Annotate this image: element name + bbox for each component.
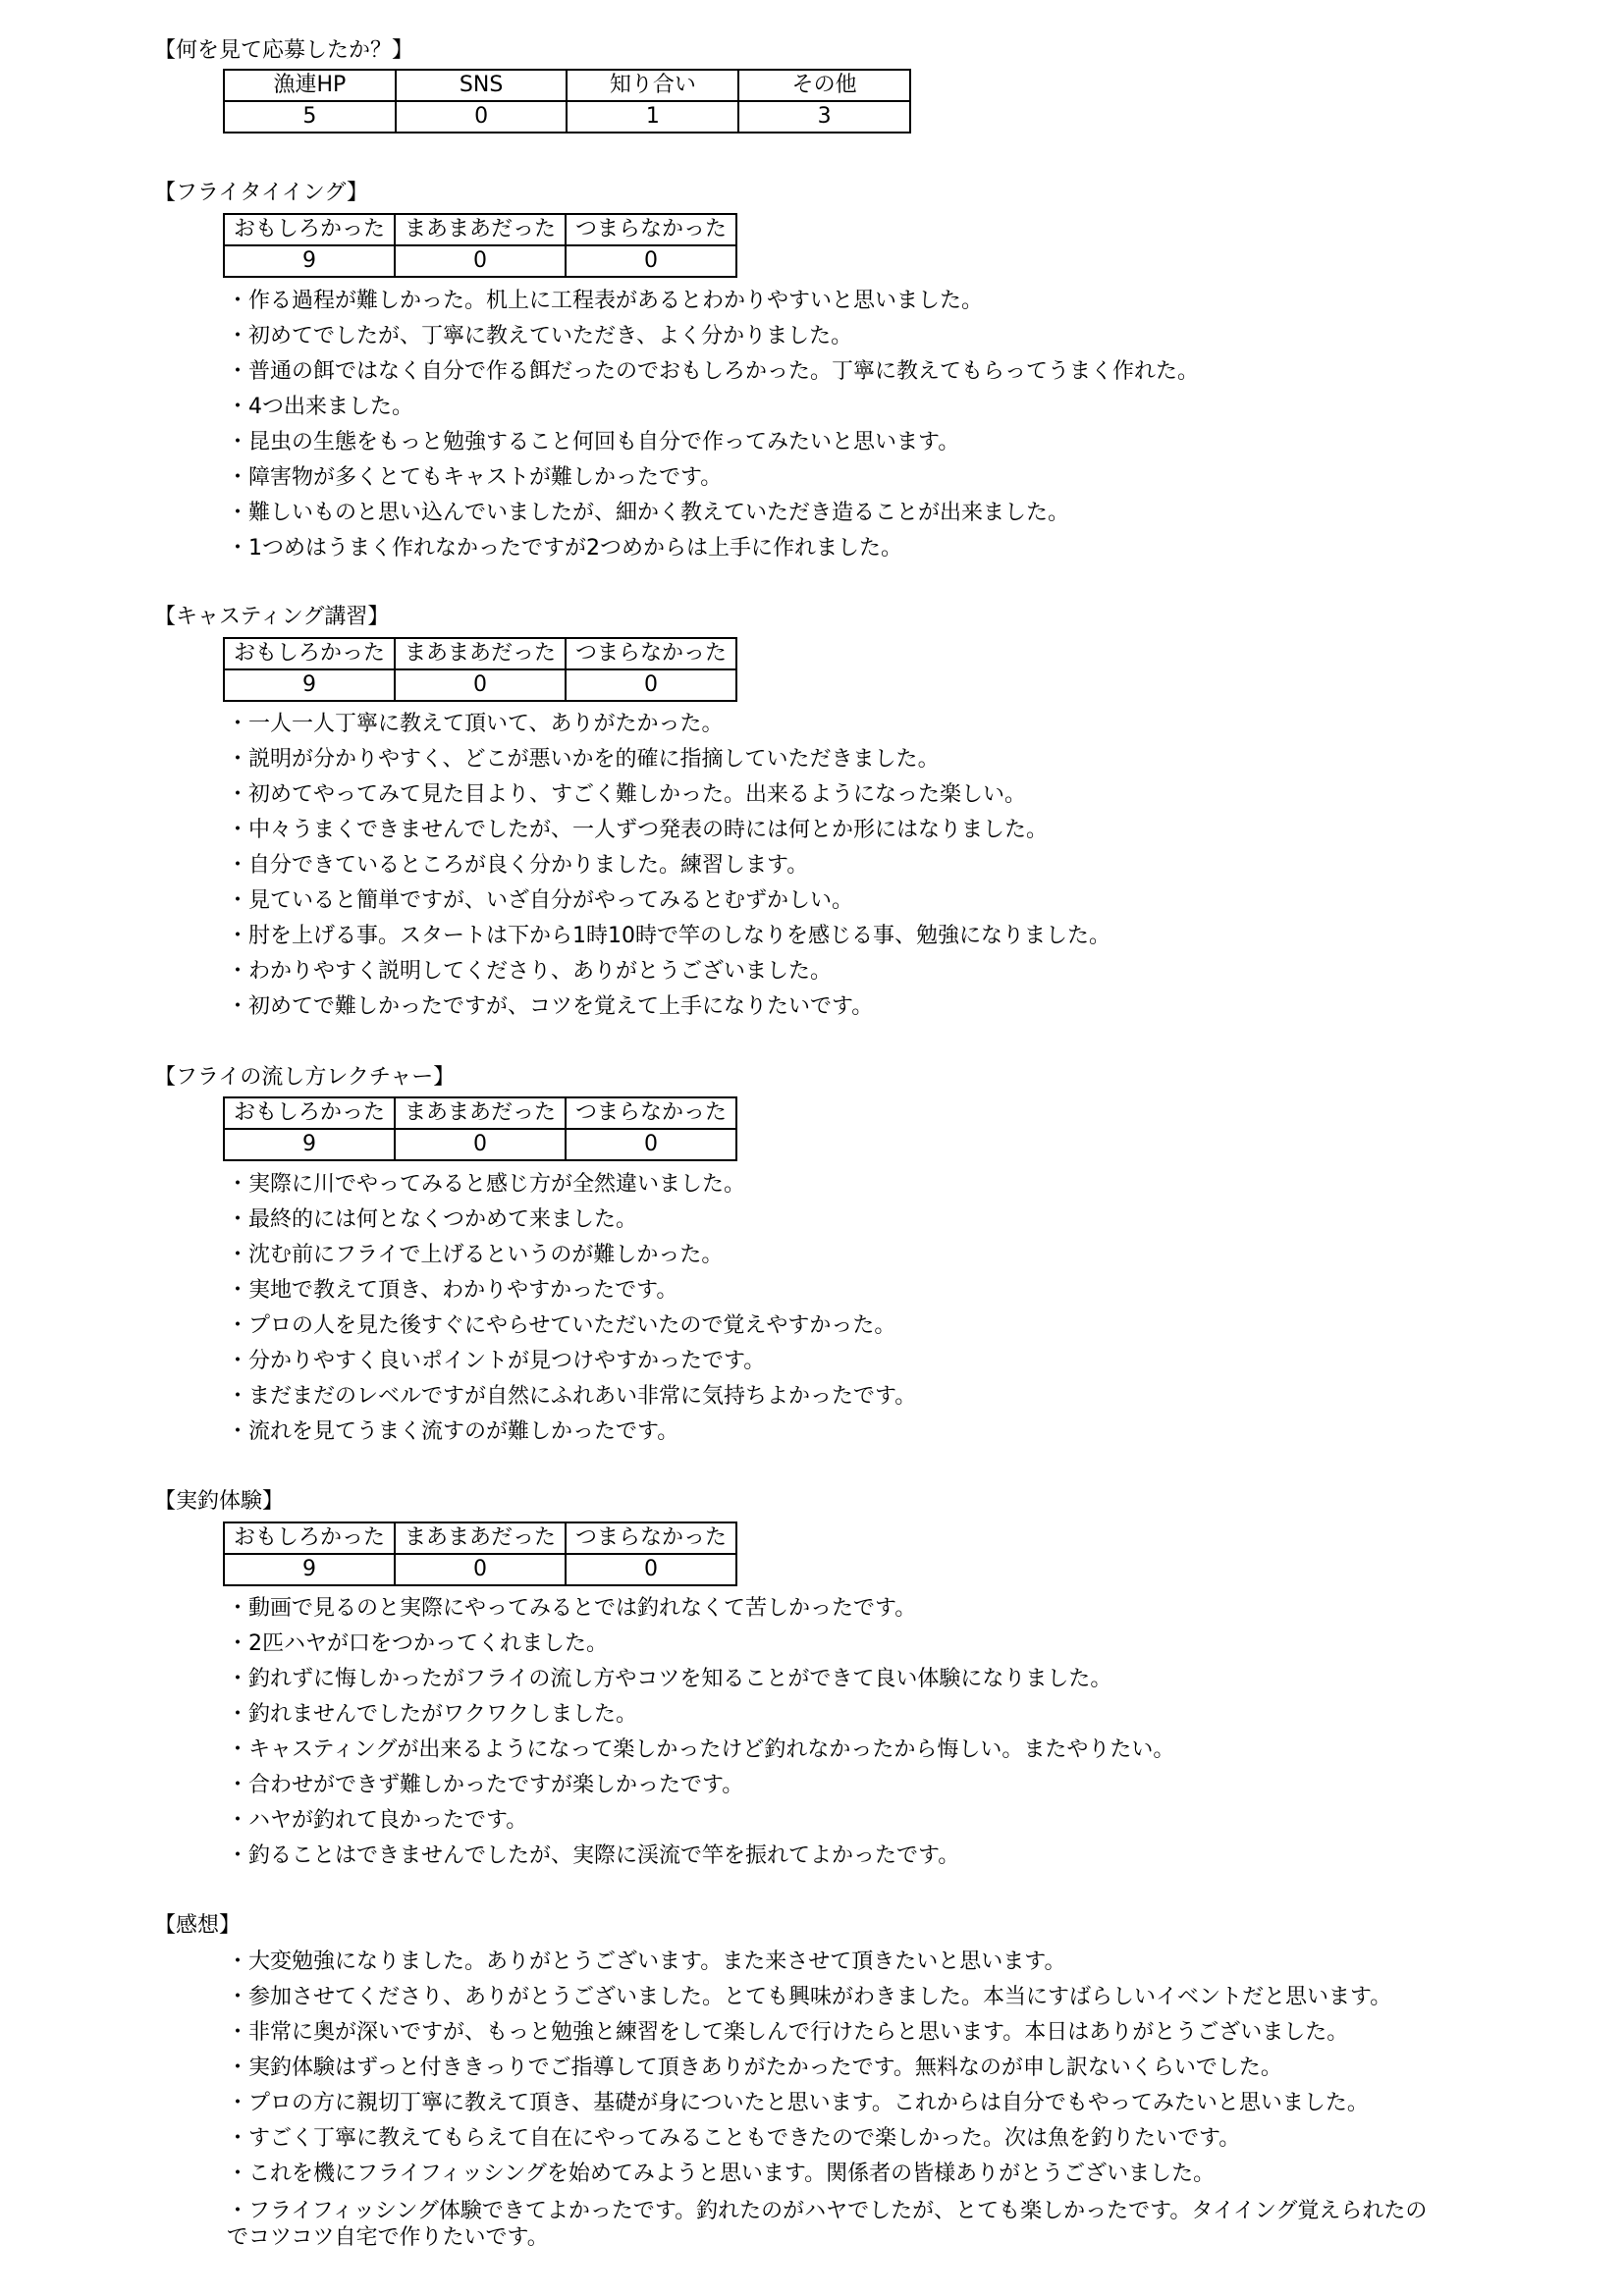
fly-tying-rating-table: [223, 213, 737, 278]
comment-item: ・自分できているところが良く分かりました。練習します。: [227, 853, 809, 878]
table-header-row: [224, 1522, 736, 1554]
table-value-cell: 0: [395, 245, 566, 277]
section-heading-fly-drift-lecture: 【フライの流し方レクチャー】: [154, 1065, 456, 1090]
table-header-cell: まあまあだった: [395, 1522, 566, 1554]
table-header-cell: SNS: [396, 70, 568, 101]
table-header-cell: おもしろかった: [224, 638, 395, 669]
comment-item: ・まだまだのレベルですが自然にふれあい非常に気持ちよかったです。: [227, 1384, 917, 1409]
table-header-cell: その他: [738, 70, 910, 101]
table-header-row: [224, 70, 910, 101]
table-header-cell: まあまあだった: [395, 638, 566, 669]
comment-item: ・実地で教えて頂き、わかりやすかったです。: [227, 1278, 678, 1303]
table-value-row: [224, 1554, 736, 1585]
fishing-experience-rating-table: [223, 1522, 737, 1586]
casting-lesson-rating-table: [223, 637, 737, 702]
table-header-cell: おもしろかった: [224, 1097, 395, 1129]
comment-item: ・すごく丁寧に教えてもらえて自在にやってみることもできたので楽しかった。次は魚を釣りたいです。: [227, 2126, 1241, 2151]
table-value-cell: 9: [224, 245, 395, 277]
comment-item: ・ハヤが釣れて良かったです。: [227, 1808, 528, 1833]
table-value-cell: 0: [566, 1554, 736, 1585]
section-heading-impressions: 【感想】: [154, 1913, 242, 1938]
table-value-row: [224, 101, 910, 133]
impressions-comments: [227, 1945, 1503, 2251]
table-header-cell: おもしろかった: [224, 1522, 395, 1554]
table-header-cell: 漁連HP: [224, 70, 396, 101]
table-header-row: [224, 638, 736, 669]
comment-item: ・普通の餌ではなく自分で作る餌だったのでおもしろかった。丁寧に教えてもらってうまく作れた。: [227, 359, 1200, 384]
fly-drift-lecture-rating-table: [223, 1096, 737, 1161]
table-header-cell: まあまあだった: [395, 214, 566, 245]
comment-item: ・肘を上げる事。スタートは下から1時10時で竿のしなりを感じる事、勉強になりました。: [227, 924, 1110, 948]
fly-tying-comments: [227, 284, 1503, 566]
comment-item: ・プロの方に親切丁寧に教えて頂き、基礎が身についたと思います。これからは自分でもやってみたいと思いました。: [227, 2091, 1369, 2115]
application-source-table: [223, 69, 911, 133]
table-value-row: [224, 669, 736, 701]
comment-item: ・わかりやすく説明してくださり、ありがとうございました。: [227, 959, 833, 984]
table-value-cell: 0: [395, 1554, 566, 1585]
table-header-cell: つまらなかった: [566, 1097, 736, 1129]
comment-item: ・見ていると簡単ですが、いざ自分がやってみるとむずかしい。: [227, 888, 854, 913]
table-value-cell: 0: [395, 1129, 566, 1160]
table-header-cell: つまらなかった: [566, 214, 736, 245]
table-header-cell: まあまあだった: [395, 1097, 566, 1129]
table-header-row: [224, 1097, 736, 1129]
table-header-cell: つまらなかった: [566, 638, 736, 669]
comment-item: ・これを機にフライフィッシングを始めてみようと思います。関係者の皆様ありがとうございました。: [227, 2162, 1216, 2186]
table-value-row: [224, 1129, 736, 1160]
table-header-cell: 知り合い: [567, 70, 738, 101]
comment-item: ・中々うまくできませんでしたが、一人ずつ発表の時には何とか形にはなりました。: [227, 818, 1049, 842]
comment-item: ・大変勉強になりました。ありがとうございます。また来させて頂きたいと思います。: [227, 1949, 1066, 1974]
comment-item: ・初めてで難しかったですが、コツを覚えて上手になりたいです。: [227, 994, 874, 1019]
comment-item: ・昆虫の生態をもっと勉強すること何回も自分で作ってみたいと思います。: [227, 430, 960, 454]
comment-item: ・難しいものと思い込んでいましたが、細かく教えていただき造ることが出来ました。: [227, 501, 1070, 525]
comment-item: ・4つ出来ました。: [227, 395, 413, 419]
comment-item: ・非常に奥が深いですが、もっと勉強と練習をして楽しんで行けたらと思います。本日はありがとうございました。: [227, 2020, 1349, 2045]
table-value-cell: 9: [224, 1554, 395, 1585]
casting-lesson-comments: [227, 707, 1503, 1025]
table-value-cell: 0: [396, 101, 568, 133]
comment-item: ・沈む前にフライで上げるというのが難しかった。: [227, 1243, 724, 1267]
comment-item: ・合わせができず難しかったですが楽しかったです。: [227, 1773, 744, 1797]
table-header-cell: つまらなかった: [566, 1522, 736, 1554]
comment-item: ・2匹ハヤが口をつかってくれました。: [227, 1631, 608, 1656]
comment-item: ・初めてやってみて見た目より、すごく難しかった。出来るようになった楽しい。: [227, 782, 1027, 807]
comment-item: ・分かりやすく良いポイントが見つけやすかったです。: [227, 1349, 766, 1373]
comment-item: ・一人一人丁寧に教えて頂いて、ありがたかった。: [227, 712, 724, 736]
table-value-cell: 0: [566, 1129, 736, 1160]
comment-item: ・実釣体験はずっと付ききっりでご指導して頂きありがたかったです。無料なのが申し訳ないくらいでした。: [227, 2056, 1282, 2080]
fly-drift-lecture-comments: [227, 1167, 1503, 1450]
fishing-experience-comments: [227, 1591, 1503, 1874]
comment-item: ・プロの人を見た後すぐにやらせていただいたので覚えやすかった。: [227, 1313, 896, 1338]
section-heading-fishing-experience: 【実釣体験】: [154, 1489, 285, 1514]
comment-item: ・フライフィッシング体験できてよかったです。釣れたのがハヤでしたが、とても楽しかったです。タイイング覚えられたのでコツコツ自宅で作りたいです。: [227, 2199, 1428, 2250]
section-heading-fly-tying: 【フライタイイング】: [154, 181, 369, 205]
table-value-cell: 9: [224, 1129, 395, 1160]
comment-item: ・説明が分かりやすく、どこが悪いかを的確に指摘していただきました。: [227, 747, 940, 772]
comment-item: ・障害物が多くとてもキャストが難しかったです。: [227, 465, 723, 490]
comment-item: ・実際に川でやってみると感じ方が全然違いました。: [227, 1172, 746, 1197]
comment-item: ・1つめはうまく作れなかったですが2つめからは上手に作れました。: [227, 536, 902, 561]
table-header-cell: おもしろかった: [224, 214, 395, 245]
section-heading-application-source: 【何を見て応募したか？】: [154, 38, 414, 63]
table-value-cell: 0: [566, 669, 736, 701]
comment-item: ・釣ることはできませんでしたが、実際に渓流で竿を振れてよかったです。: [227, 1843, 960, 1868]
table-value-cell: 9: [224, 669, 395, 701]
comment-item: ・釣れませんでしたがワクワクしました。: [227, 1702, 638, 1727]
comment-item: ・流れを見てうまく流すのが難しかったです。: [227, 1419, 679, 1444]
comment-item: ・最終的には何となくつかめて来ました。: [227, 1207, 638, 1232]
comment-item: ・作る過程が難しかった。机上に工程表があるとわかりやすいと思いました。: [227, 289, 984, 313]
comment-item: ・動画で見るのと実際にやってみるとでは釣れなくて苦しかったです。: [227, 1596, 917, 1621]
table-header-row: [224, 214, 736, 245]
table-value-cell: 0: [566, 245, 736, 277]
comment-item: ・参加させてくださり、ありがとうございました。とても興味がわきました。本当にすばらしいイベントだと思います。: [227, 1985, 1392, 2009]
table-value-cell: 5: [224, 101, 396, 133]
comment-item: ・キャスティングが出来るようになって楽しかったけど釣れなかったから悔しい。またやりたい。: [227, 1737, 1175, 1762]
table-value-cell: 3: [738, 101, 910, 133]
section-heading-casting-lesson: 【キャスティング講習】: [154, 605, 390, 629]
comment-item: ・釣れずに悔しかったがフライの流し方やコツを知ることができて良い体験になりました。: [227, 1667, 1112, 1691]
table-value-cell: 1: [567, 101, 738, 133]
comment-item: ・初めてでしたが、丁寧に教えていただき、よく分かりました。: [227, 324, 853, 348]
table-value-row: [224, 245, 736, 277]
table-value-cell: 0: [395, 669, 566, 701]
